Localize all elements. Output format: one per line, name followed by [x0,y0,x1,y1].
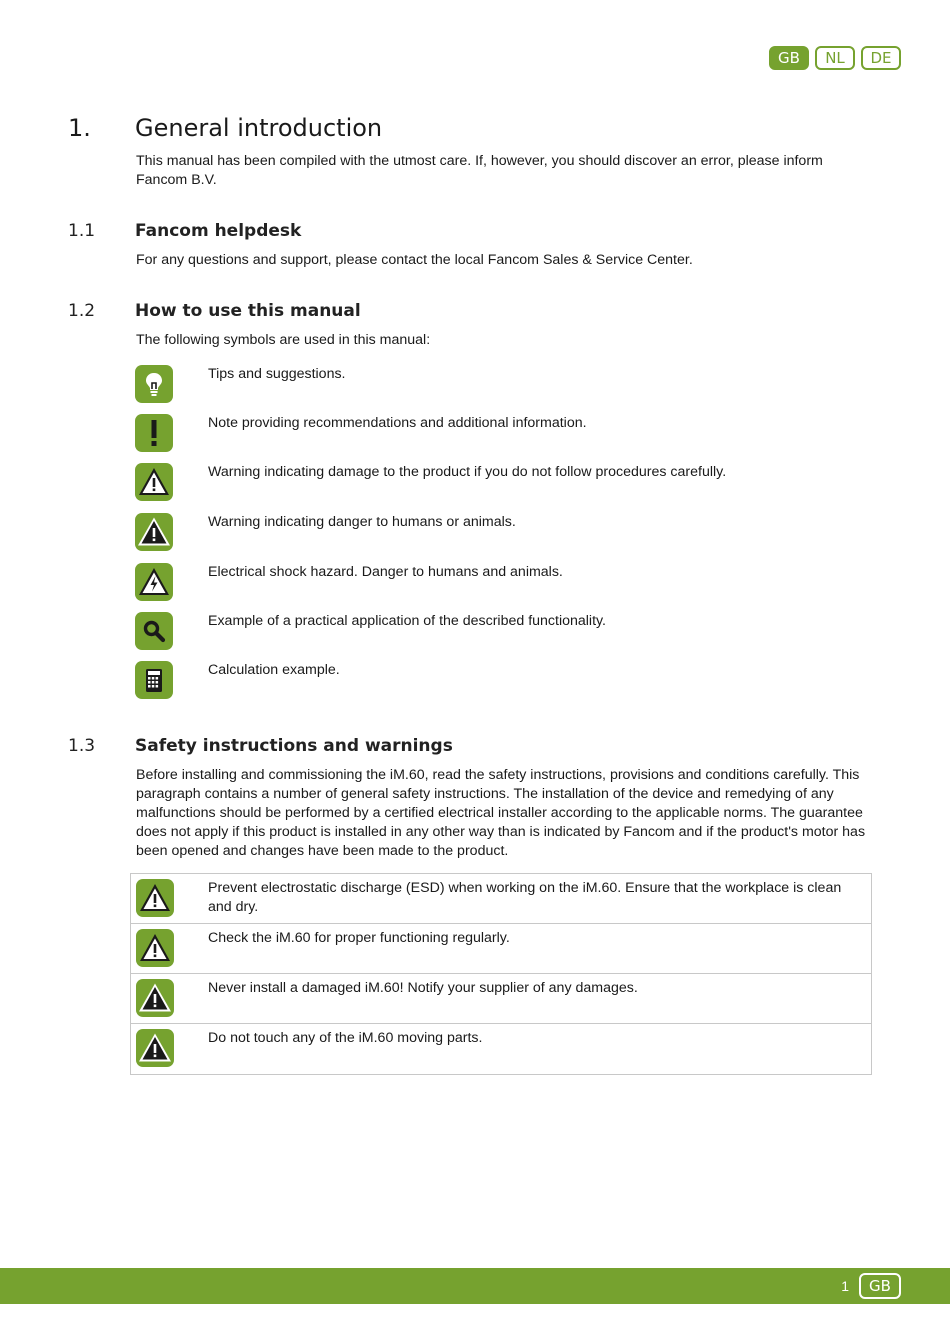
symbol-description: Note providing recommendations and additional information. [208,415,587,431]
exclamation-icon [135,414,173,452]
section-number: 1.3 [68,736,96,756]
warning-text: Check the iM.60 for proper functioning regularly. [208,930,510,946]
warning-text: Do not touch any of the iM.60 moving parts. [208,1030,483,1046]
section-number: 1. [68,114,91,142]
warning-outline-icon [136,929,174,967]
warning-outline-icon [135,463,173,501]
section-title: Safety instructions and warnings [135,736,453,756]
footer-language-tab: GB [859,1273,901,1299]
lightbulb-icon [135,365,173,403]
symbol-description: Example of a practical application of the described functionality. [208,613,606,629]
table-row [131,974,871,1024]
table-row [131,924,871,974]
section-number: 1.2 [68,301,96,321]
language-tab-nl[interactable]: NL [815,46,855,70]
warning-filled-icon [136,979,174,1017]
section-1-3-body: Before installing and commissioning the iM.60, read the safety instructions, provisions and conditions carefully. This paragraph contains a number of general safety instructions. The installation of the device and remedying of any malfunctions should be performed by a certified electrical installer according to the applicable norms. The guarantee does not apply if this product is installed in any other way than is indicated by Fancom and if the product's motor has been opened and changes have been made to the product. [136,767,866,859]
table-row [131,874,871,924]
section-title: How to use this manual [135,301,361,321]
language-tab-gb[interactable]: GB [769,46,809,70]
section-1-1-body: For any questions and support, please contact the local Fancom Sales & Service Center. [136,252,693,268]
symbol-description: Warning indicating danger to humans or animals. [208,514,516,530]
table-row [131,1024,871,1074]
warning-text: Prevent electrostatic discharge (ESD) when working on the iM.60. Ensure that the workplace is clean and dry. [208,880,842,915]
section-1-3-heading [68,736,453,756]
section-title: Fancom helpdesk [135,221,302,241]
page-number: 1 [841,1278,849,1294]
section-title: General introduction [135,114,383,142]
section-1-body: This manual has been compiled with the utmost care. If, however, you should discover an error, please inform Fancom B.V. [136,153,823,188]
symbol-description: Calculation example. [208,662,340,678]
safety-warnings-table [130,873,872,1075]
section-1-1-heading [68,221,301,241]
section-1-2-heading [68,301,361,321]
symbol-description: Tips and suggestions. [208,366,346,382]
symbol-description: Electrical shock hazard. Danger to humans and animals. [208,564,563,580]
symbol-description: Warning indicating damage to the product if you do not follow procedures carefully. [208,464,727,480]
language-tabs [769,46,901,70]
warning-text: Never install a damaged iM.60! Notify your supplier of any damages. [208,980,638,996]
footer-band [0,1268,950,1304]
warning-outline-icon [136,879,174,917]
language-tab-de[interactable]: DE [861,46,901,70]
warning-filled-icon [136,1029,174,1067]
warning-filled-icon [135,513,173,551]
section-1-heading [68,114,382,142]
magnifier-icon [135,612,173,650]
calculator-icon [135,661,173,699]
section-number: 1.1 [68,221,96,241]
section-1-2-body: The following symbols are used in this manual: [136,332,431,348]
electrical-hazard-icon [135,563,173,601]
